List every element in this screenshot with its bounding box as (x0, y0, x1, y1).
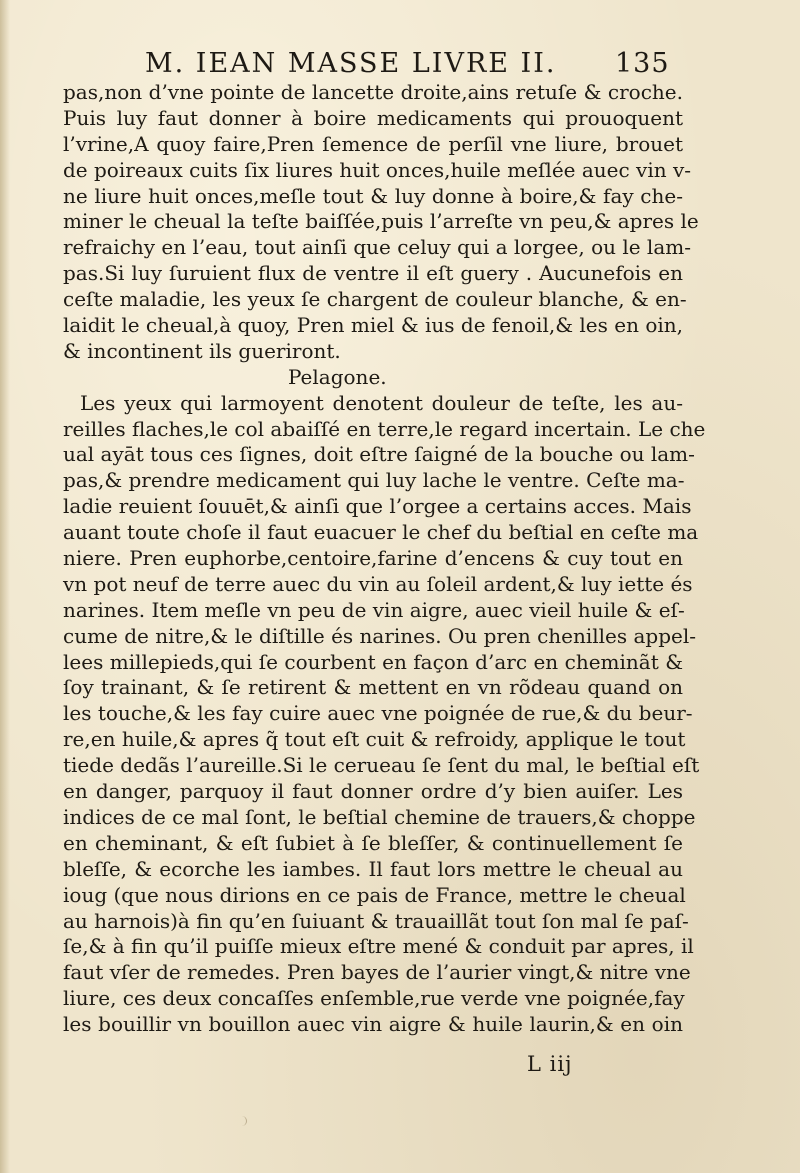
text-line: indices de ce mal ſont, le beſtial chemine de trauers,& choppe (63, 804, 696, 829)
text-line: ne liure huit onces,meſle tout & luy donne à boire,& fay che- (63, 183, 683, 208)
text-line: re,en huile,& apres q̃ tout eſt cuit & refroidy, applique le tout (63, 727, 686, 752)
text-line: bleſſe, & ecorche les iambes. Il faut lors mettre le cheual au (63, 856, 683, 881)
text-line: ual ayāt tous ces ſignes, doit eſtre ſaigné de la bouche ou lam- (63, 442, 695, 467)
text-line: faut vſer de remedes. Pren bayes de l’aurier vingt,& nitre vne (63, 960, 691, 985)
text-line: les bouillir vn bouillon auec vin aigre & huile laurin,& en oin (63, 1012, 683, 1037)
page-gutter-shadow (0, 0, 10, 1173)
text-line: en cheminant, & eſt ſubiet à ſe bleſſer, & continuellement ſe (63, 830, 683, 855)
text-line: ſe,& à fin qu’il puiſſe mieux eſtre mené & conduit par apres, il (63, 934, 694, 959)
text-line: pas,non d’vne pointe de lancette droite,ains retuſe & croche. (63, 80, 683, 104)
signature-mark: L iij (527, 1052, 573, 1076)
text-line: lees millepieds,qui ſe courbent en façon d’arc en cheminãt & (63, 649, 683, 674)
text-line: au harnois)à fin qu’en ſuiuant & trauaillãt tout ſon mal ſe paſ- (63, 908, 689, 933)
text-line: narines. Item meſle vn peu de vin aigre, auec vieil huile & eſ- (63, 597, 685, 622)
text-line: niere. Pren euphorbe,centoire,farine d’encens & cuy tout en (63, 546, 683, 571)
paper-blemish (240, 1116, 247, 1126)
text-line: tiede dedãs l’aureille.Si le cerueau ſe ſent du mal, le beſtial eſt (63, 753, 700, 778)
text-line: pas,& prendre medicament qui luy lache le ventre. Ceſte ma- (63, 468, 685, 493)
text-line: & incontinent ils gueriront. (63, 338, 341, 363)
text-line: de poireaux cuits ſix liures huit onces,huile meſlée auec vin v- (63, 157, 692, 182)
text-line: liure, ces deux concaſſes enſemble,rue verde vne poignée,fay (63, 986, 685, 1011)
text-line: miner le cheual la teſte baiſſée,puis l’arreſte vn peu,& apres le (63, 209, 699, 234)
text-line: auant toute choſe il faut euacuer le chef du beſtial en ceſte ma (63, 520, 699, 545)
text-line: ceſte maladie, les yeux ſe chargent de couleur blanche, & en- (63, 287, 687, 312)
text-line: en danger, parquoy il faut donner ordre d’y bien auiſer. Les (63, 779, 683, 804)
running-head-title: M. IEAN MASSE LIVRE II. (145, 48, 557, 79)
text-line: cume de nitre,& le diſtille és narines. Ou pren chenilles appel- (63, 623, 697, 648)
page-number: 135 (615, 48, 670, 79)
text-line: ladie reuient ſouuēt,& ainſi que l’orgee a certains acces. Mais (63, 494, 692, 519)
text-line: l’vrine,A quoy faire,Pren ſemence de perſil vne liure, brouet (63, 131, 683, 156)
text-line: ſoy trainant, & ſe retirent & mettent en vn rõdeau quand on (63, 675, 683, 700)
text-line: vn pot neuf de terre auec du vin au ſoleil ardent,& luy iette és (63, 571, 693, 596)
main-text (63, 80, 706, 1038)
text-line: les touche,& les fay cuire auec vne poignée de rue,& du beur- (63, 701, 693, 726)
text-line: laidit le cheual,à quoy, Pren miel & ius de fenoil,& les en oin, (63, 313, 683, 338)
section-heading: Pelagone. (288, 364, 387, 389)
text-line: reilles flaches,le col abaiſſé en terre,le regard incertain. Le che (63, 416, 706, 441)
text-line: refraichy en l’eau, tout ainſi que celuy qui a lorgee, ou le lam- (63, 235, 691, 260)
text-line: ioug (que nous dirions en ce pais de France, mettre le cheual (63, 882, 686, 907)
text-line: Les yeux qui larmoyent denotent douleur de teſte, les au- (80, 390, 683, 415)
text-line: pas.Si luy ſuruient flux de ventre il eſt guery . Aucunefois en (63, 261, 683, 286)
running-head (145, 48, 670, 84)
text-line: Puis luy faut donner à boire medicaments qui prouoquent (63, 105, 683, 130)
